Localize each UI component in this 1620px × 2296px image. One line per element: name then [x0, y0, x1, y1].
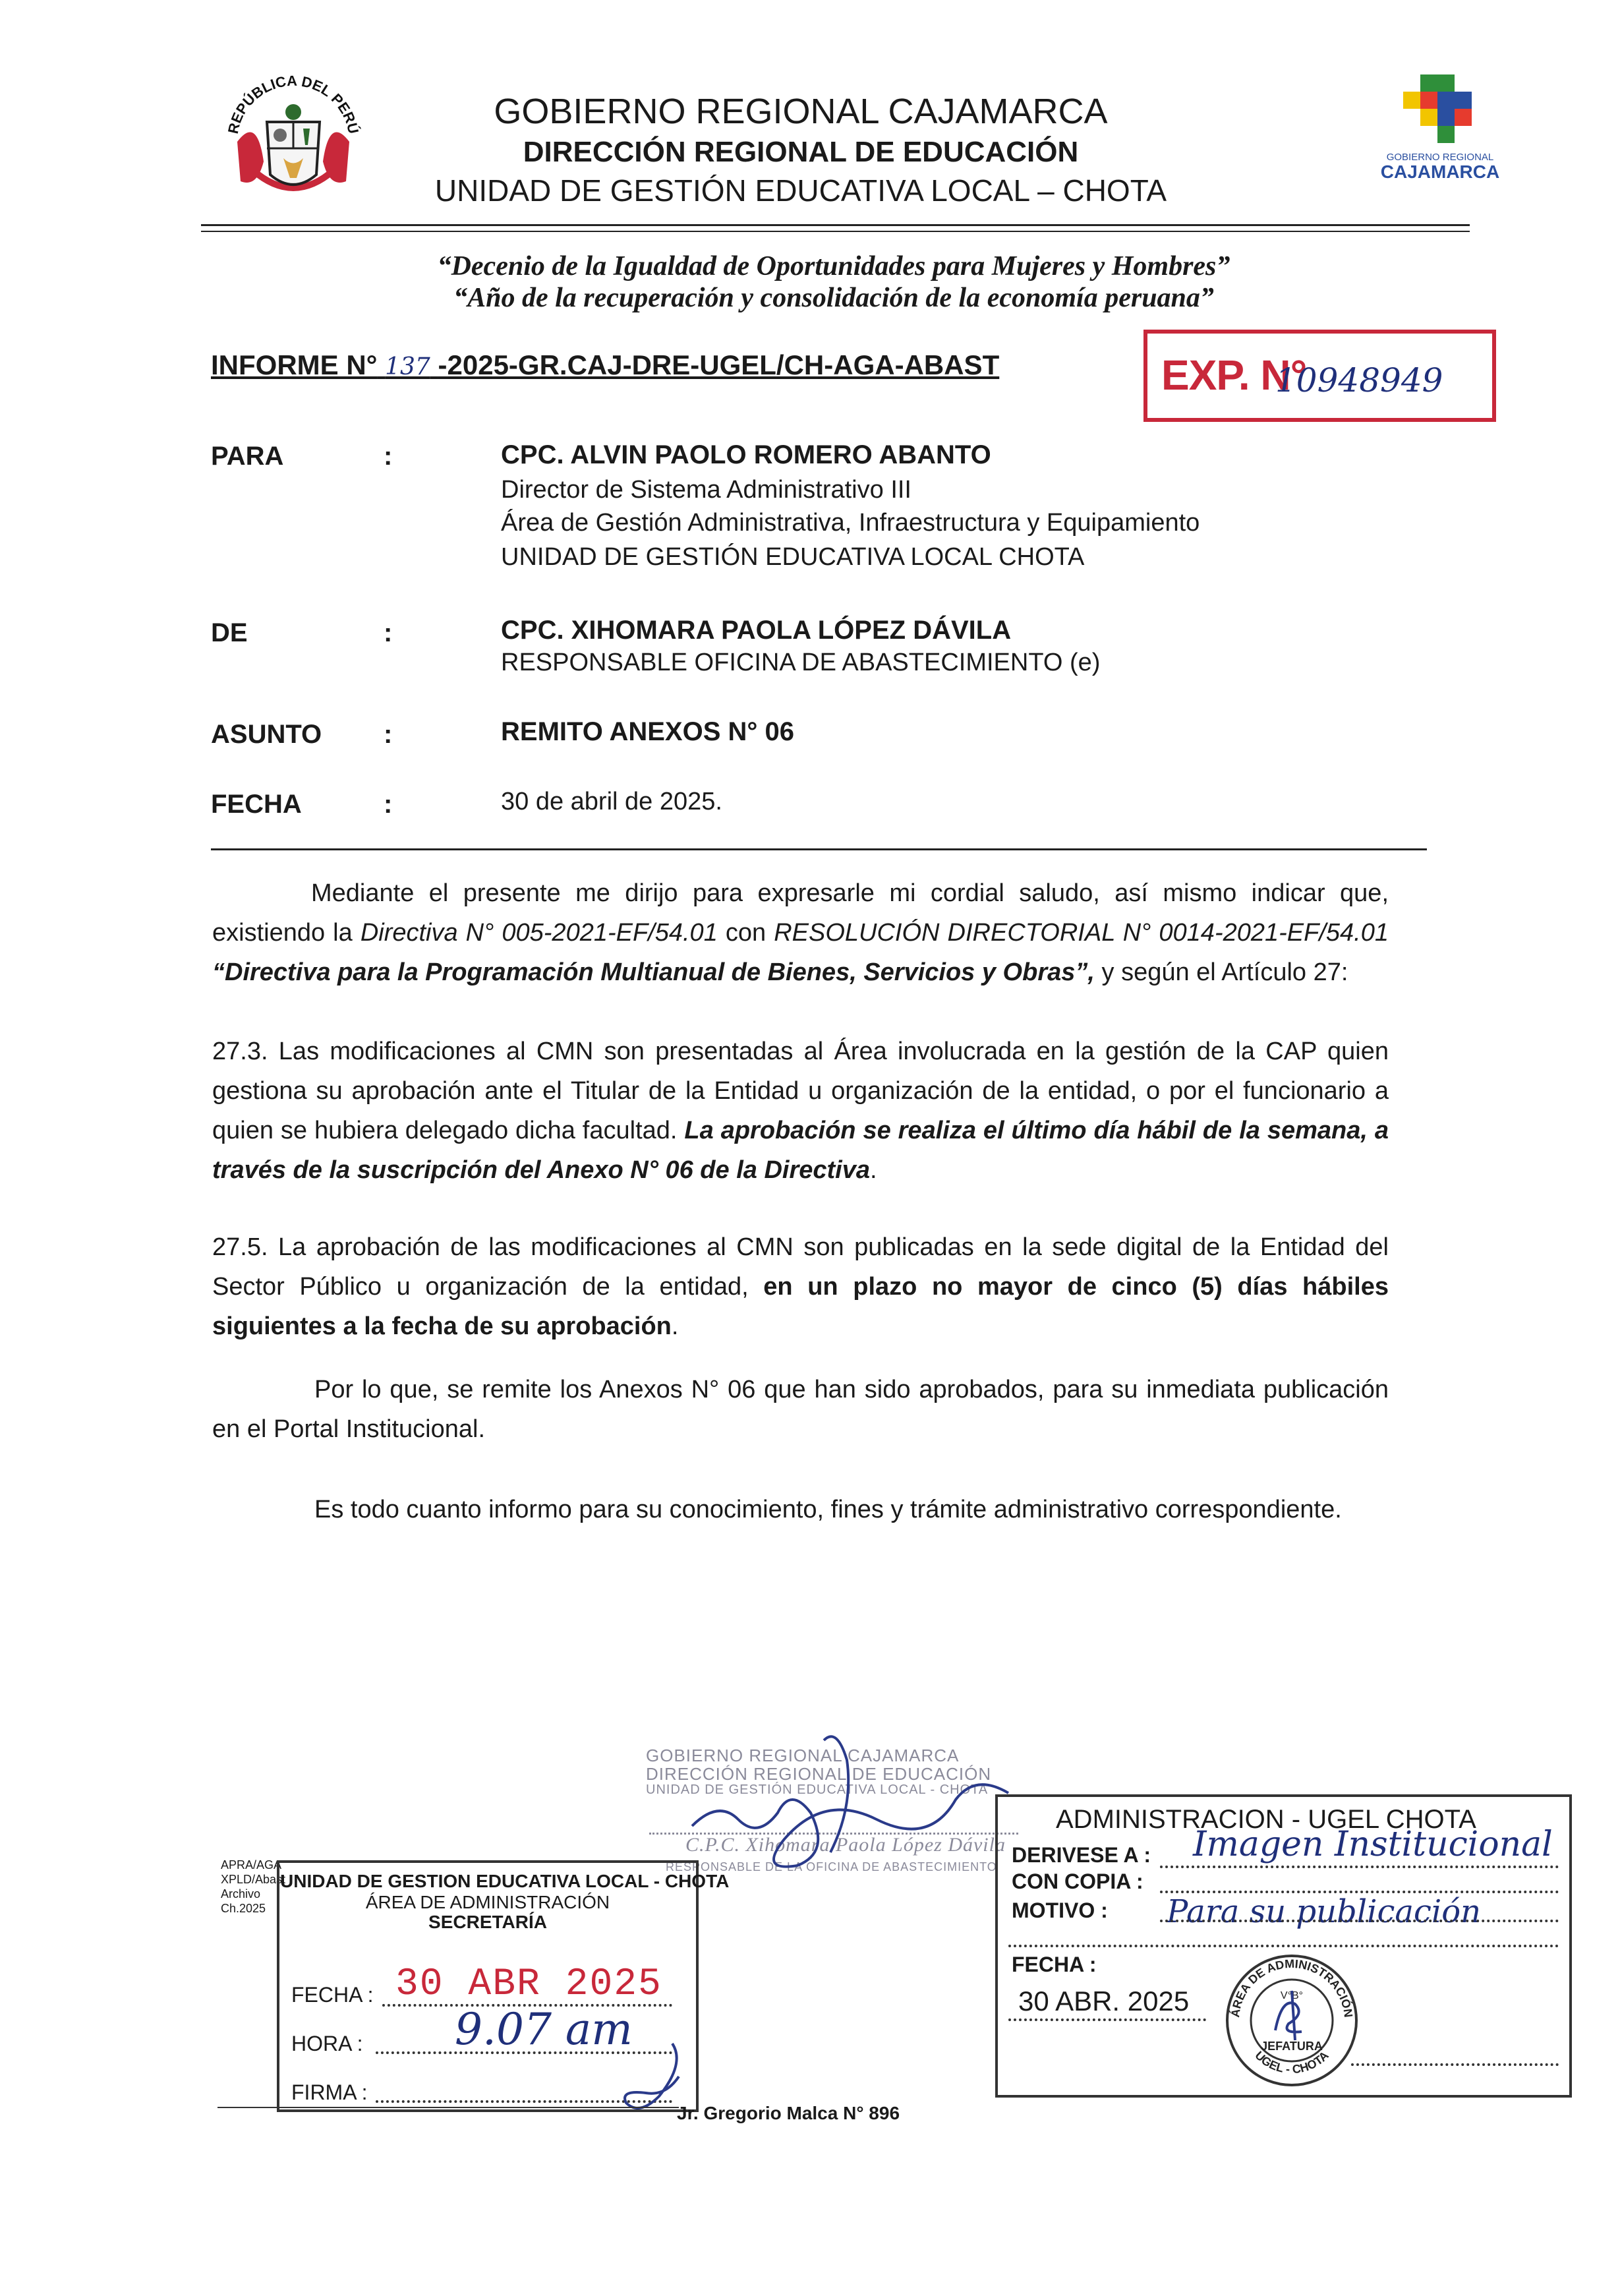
handwritten-signature: [679, 1721, 1022, 1882]
secretaria-line2: ÁREA DE ADMINISTRACIÓN: [365, 1892, 610, 1912]
header-direction: DIRECCIÓN REGIONAL DE EDUCACIÓN: [523, 136, 1079, 168]
para-colon: :: [384, 442, 393, 471]
admin-sign-line: [1351, 2063, 1559, 2066]
ref-line: APRA/AGA: [221, 1858, 282, 1871]
de-label: DE: [211, 618, 248, 647]
asunto-colon: :: [384, 720, 393, 749]
admin-derivese-line: [1160, 1866, 1559, 1868]
asunto-value: REMITO ANEXOS N° 06: [501, 717, 794, 746]
secretaria-line3: SECRETARÍA: [428, 1912, 547, 1932]
body-paragraph-1: Mediante el presente me dirijo para expresarle mi cordial saludo, así mismo indicar que, existiendo la Directiva N° 005-2021-EF/54.01 con RESOLUCIÓN DIRECTORIAL N° 0014-2021-EF/54.01 “Directiva para la Programación Multianual de Bienes, Servicios y Obras”, y según el Artículo 27:: [212, 879, 1389, 986]
admin-fecha-line: [1008, 2018, 1206, 2021]
secretaria-firma-label: FIRMA :: [291, 2080, 368, 2104]
admin-fecha-label: FECHA :: [1012, 1953, 1097, 1976]
para-label: PARA: [211, 442, 284, 471]
sig-stamp-role: RESPONSABLE DE LA OFICINA DE ABASTECIMIENTO: [666, 1860, 997, 1873]
de-name: CPC. XIHOMARA PAOLA LÓPEZ DÁVILA: [501, 616, 1012, 645]
secretaria-hora-handwritten: 9.07 am: [455, 2004, 633, 2055]
body-paragraph-5: Es todo cuanto informo para su conocimiento, fines y trámite administrativo correspondiente.: [314, 1496, 1342, 1523]
header-unit: UNIDAD DE GESTIÓN EDUCATIVA LOCAL – CHOTA: [434, 173, 1167, 208]
de-line: RESPONSABLE OFICINA DE ABASTECIMIENTO (e): [501, 649, 1101, 676]
sig-stamp-line3: UNIDAD DE GESTIÓN EDUCATIVA LOCAL - CHOTA: [646, 1782, 989, 1797]
svg-text:UGEL - CHOTA: [1252, 2049, 1331, 2076]
ref-line: Ch.2025: [221, 1902, 266, 1915]
footer-rule: [217, 2107, 679, 2108]
seal-top-text: ÁREA DE ADMINISTRACIÓN: [1228, 1957, 1356, 2018]
informe-number: [211, 349, 999, 381]
logo-name: CAJAMARCA: [1380, 162, 1500, 182]
fields-separator: [211, 848, 1427, 850]
body-paragraph-27-3: 27.3. Las modificaciones al CMN son presentadas al Área involucrada en la gestión de la CAP quien gestiona su aprobación ante el Titular de la Entidad u organización de la entidad, o por el funcionario a quien se hubiera delegado dicha facultad. La aprobación se realiza el último día hábil de la semana, a través de la suscripción del Anexo N° 06 de la Directiva.: [212, 1038, 1389, 1184]
slogan-anio: “Año de la recuperación y consolidación de la economía peruana”: [453, 283, 1214, 313]
admin-fecha-value: 30 ABR. 2025: [1018, 1986, 1190, 2016]
slogan-decenio: “Decenio de la Igualdad de Oportunidades para Mujeres y Hombres”: [437, 251, 1230, 281]
body-paragraph-4: Por lo que, se remite los Anexos N° 06 que han sido aprobados, para su inmediata publicación en el Portal Institucional.: [212, 1376, 1389, 1443]
gobierno-regional-cajamarca-logo: [1374, 69, 1506, 181]
admin-motivo-handwritten: Para su publicación: [1167, 1893, 1481, 1930]
header-rule: [201, 224, 1470, 226]
seal-vb: V°B°: [1280, 1990, 1304, 2001]
ref-line: XPLD/Abast: [221, 1873, 286, 1886]
admin-copia-label: CON COPIA :: [1012, 1869, 1143, 1893]
secretaria-hora-label: HORA :: [291, 2032, 363, 2055]
ref-line: Archivo: [221, 1887, 261, 1900]
seal-bottom-text: UGEL - CHOTA: [1252, 2048, 1331, 2076]
logo-small-text: GOBIERNO REGIONAL: [1386, 152, 1494, 163]
informe-prefix: INFORME N°: [211, 349, 378, 380]
sig-stamp-name: C.P.C. Xihomara Paola López Dávila: [685, 1834, 1006, 1856]
sig-stamp-line1: GOBIERNO REGIONAL CAJAMARCA: [646, 1746, 960, 1765]
svg-text:ÁREA DE ADMINISTRACIÓN: [1228, 1957, 1355, 2018]
secretaria-line1: UNIDAD DE GESTION EDUCATIVA LOCAL - CHOTA: [280, 1871, 730, 1891]
informe-suffix: -2025-GR.CAJ-DRE-UGEL/CH-AGA-ABAST: [438, 349, 1000, 380]
footer-address: Jr. Gregorio Malca N° 896: [677, 2103, 900, 2123]
fecha-label: FECHA: [211, 790, 302, 819]
exp-label: EXP. N°: [1161, 351, 1307, 399]
asunto-label: ASUNTO: [211, 720, 322, 749]
admin-motivo-label: MOTIVO :: [1012, 1899, 1108, 1922]
seal-mid-text: JEFATURA: [1261, 2040, 1323, 2053]
exp-handwritten-number: 10948949: [1275, 361, 1443, 399]
fecha-value: 30 de abril de 2025.: [501, 788, 722, 815]
header-rule-thin: [201, 231, 1470, 232]
admin-title: ADMINISTRACION - UGEL CHOTA: [1056, 1805, 1476, 1834]
informe-handwritten-number: 137: [385, 353, 430, 380]
sig-stamp-line2: DIRECCIÓN REGIONAL DE EDUCACIÓN: [646, 1764, 992, 1784]
jefatura-seal: [1223, 1951, 1361, 2090]
de-colon: :: [384, 618, 393, 647]
para-name: CPC. ALVIN PAOLO ROMERO ABANTO: [501, 440, 991, 469]
admin-motivo-line: [1160, 1920, 1559, 1922]
secretaria-fecha-value: 30 ABR 2025: [395, 1963, 662, 2006]
header-government: GOBIERNO REGIONAL CAJAMARCA: [494, 92, 1108, 131]
body-paragraph-27-5: 27.5. La aprobación de las modificaciones al CMN son publicadas en la sede digital de la Entidad del Sector Público u organización de la entidad, en un plazo no mayor de cinco (5) días hábiles siguientes a la fecha de su aprobación.: [212, 1233, 1389, 1340]
admin-derivese-label: DERIVESE A :: [1012, 1843, 1151, 1867]
para-line: Área de Gestión Administrativa, Infraestructura y Equipamiento: [501, 509, 1200, 537]
secretaria-fecha-label: FECHA :: [291, 1983, 374, 2007]
fecha-colon: :: [384, 790, 393, 819]
admin-derivese-handwritten: Imagen Institucional: [1193, 1825, 1553, 1864]
para-line: UNIDAD DE GESTIÓN EDUCATIVA LOCAL CHOTA: [501, 543, 1085, 571]
para-line: Director de Sistema Administrativo III: [501, 476, 911, 504]
admin-blank-line: [1008, 1945, 1559, 1947]
emblem-text: REPÚBLICA DEL PERÚ: [224, 72, 362, 136]
